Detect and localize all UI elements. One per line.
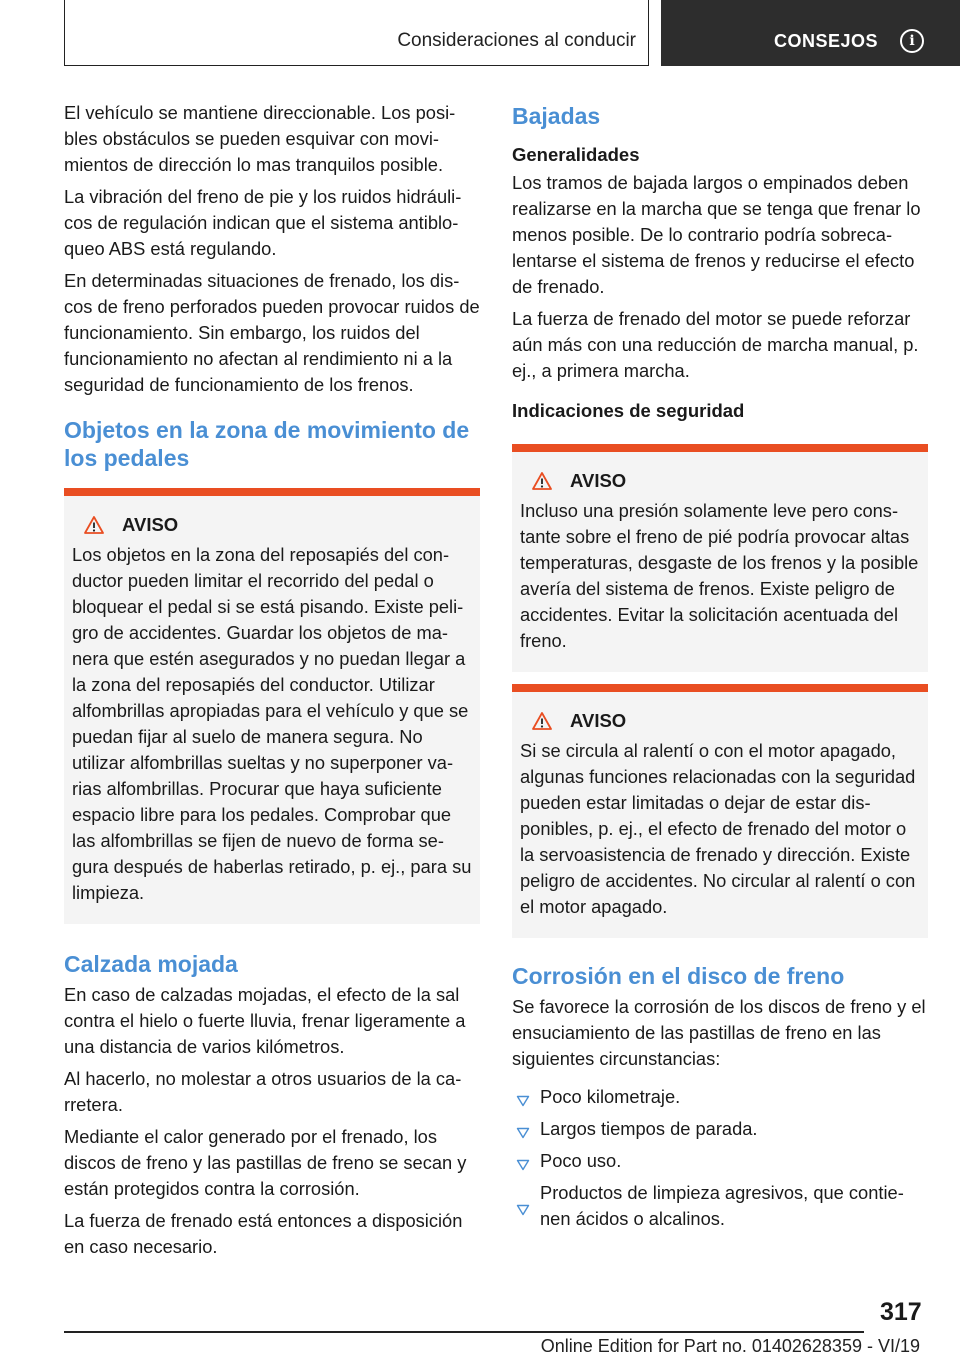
subheading-general: Generalidades — [512, 144, 640, 165]
list-item — [512, 1180, 928, 1232]
paragraph: El vehículo se mantiene direccionable. Los posibles obstáculos se pueden esquivar con movimientos de dirección lo mas tranquilos posible. — [64, 102, 456, 175]
warning-text: Los objetos en la zona del reposapiés del conductor pueden limitar el recorrido del pedal o bloquear el pedal si se está pisando. Existe peligro de accidentes. Guardar los objetos de manera que estén asegurados y no puedan llegar a la zona del reposapiés del conductor. Utilizar alfombrillas apropiadas para el vehículo y que se puedan fijar al suelo de manera segura. No utilizar alfombrillas sueltas y no superponer varias alfombrillas. Procurar que haya suficiente espacio libre para los pedales. Comprobar que las alfombrillas se fijen de nuevo de forma segura después de haberlas retirado, p. ej., para su limpieza. — [72, 544, 472, 903]
section-heading-pedals: Objetos en la zona de movimiento de los pedales — [64, 417, 470, 471]
chapter-title: Consideraciones al conducir — [397, 29, 636, 51]
paragraph: Se favorece la corrosión de los discos de freno y el ensuciamiento de las pastillas de freno en las siguientes circunstancias: — [512, 996, 926, 1069]
left-column — [64, 100, 480, 1266]
paragraph: Al hacerlo, no molestar a otros usuarios de la carretera. — [64, 1068, 462, 1115]
header-chapter-box — [64, 0, 649, 66]
edition-note: Online Edition for Part no. 01402628359 - VI/19 — [540, 1336, 920, 1356]
warning-box — [512, 444, 928, 672]
paragraph: En caso de calzadas mojadas, el efecto de la sal contra el hielo o fuerte lluvia, frenar ligeramente a una distancia de varios kilómetros. — [64, 984, 466, 1057]
triangle-bullet-icon — [516, 1084, 530, 1110]
warning-box — [512, 684, 928, 938]
section-title: CONSEJOS — [773, 30, 878, 51]
header-section-box — [661, 0, 960, 66]
page-number: 317 — [880, 1298, 922, 1326]
list-item — [512, 1148, 928, 1174]
warning-header — [84, 514, 472, 536]
warning-triangle-icon — [84, 516, 104, 534]
warning-triangle-icon — [532, 712, 552, 730]
section-heading-downhill: Bajadas — [512, 103, 601, 129]
triangle-bullet-icon — [516, 1148, 530, 1174]
list-item-text: Poco kilometraje. — [540, 1086, 681, 1107]
paragraph: Los tramos de bajada largos o empinados deben realizarse en la marcha que se tenga que frenar lo menos posible. De lo contrario podría sobrecalentarse el sistema de frenos y reducirse el efecto de frenado. — [512, 172, 921, 297]
warning-box — [64, 488, 480, 924]
warning-text: Incluso una presión solamente leve pero constante sobre el freno de pié podría provocar altas temperaturas, desgaste de los frenos y la posible avería del sistema de frenos. Existe peligro de accidentes. Evitar la solicitación acentuada del freno. — [520, 500, 919, 651]
bullet-list — [512, 1084, 928, 1232]
list-item-text: Largos tiempos de parada. — [540, 1118, 758, 1139]
warning-header — [532, 470, 920, 492]
list-item-text: Poco uso. — [540, 1150, 622, 1171]
warning-label: AVISO — [570, 710, 627, 731]
list-item — [512, 1084, 928, 1110]
section-heading-wet-road: Calzada mojada — [64, 951, 238, 977]
paragraph: Mediante el calor generado por el frenado, los discos de freno y las pastillas de freno se secan y están protegidos contra la corrosión. — [64, 1126, 467, 1199]
subheading-safety: Indicaciones de seguridad — [512, 400, 745, 421]
paragraph: La fuerza de frenado del motor se puede reforzar aún más con una reducción de marcha manual, p. ej., a primera marcha. — [512, 308, 919, 381]
triangle-bullet-icon — [516, 1180, 530, 1232]
warning-label: AVISO — [570, 470, 627, 491]
warning-label: AVISO — [122, 514, 179, 535]
paragraph: La fuerza de frenado está entonces a disposición en caso necesario. — [64, 1210, 463, 1257]
section-heading-corrosion: Corrosión en el disco de freno — [512, 963, 845, 989]
warning-triangle-icon — [532, 472, 552, 490]
right-column — [512, 100, 928, 1238]
footer-divider — [64, 1331, 864, 1333]
paragraph: En determinadas situaciones de frenado, los discos de freno perforados pueden provocar ruidos de funcionamiento. Sin embargo, los ruidos del funcionamiento no afectan al rendimiento ni a la seguridad de funcionamiento de los frenos. — [64, 270, 480, 395]
warning-header — [532, 710, 920, 732]
info-icon[interactable]: i — [900, 29, 924, 53]
warning-text: Si se circula al ralentí o con el motor apagado, algunas funciones relacionadas con la seguridad pueden estar limitadas o dejar de estar disponibles, p. ej., el efecto de frenado del motor o la servoasistencia de frenado y dirección. Existe peligro de accidentes. No circular al ralentí o con el motor apagado. — [520, 740, 916, 917]
list-item — [512, 1116, 928, 1142]
paragraph: La vibración del freno de pie y los ruidos hidráulicos de regulación indican que el sistema antibloqueo ABS está regulando. — [64, 186, 462, 259]
triangle-bullet-icon — [516, 1116, 530, 1142]
list-item-text: Productos de limpieza agresivos, que contienen ácidos o alcalinos. — [540, 1182, 904, 1229]
